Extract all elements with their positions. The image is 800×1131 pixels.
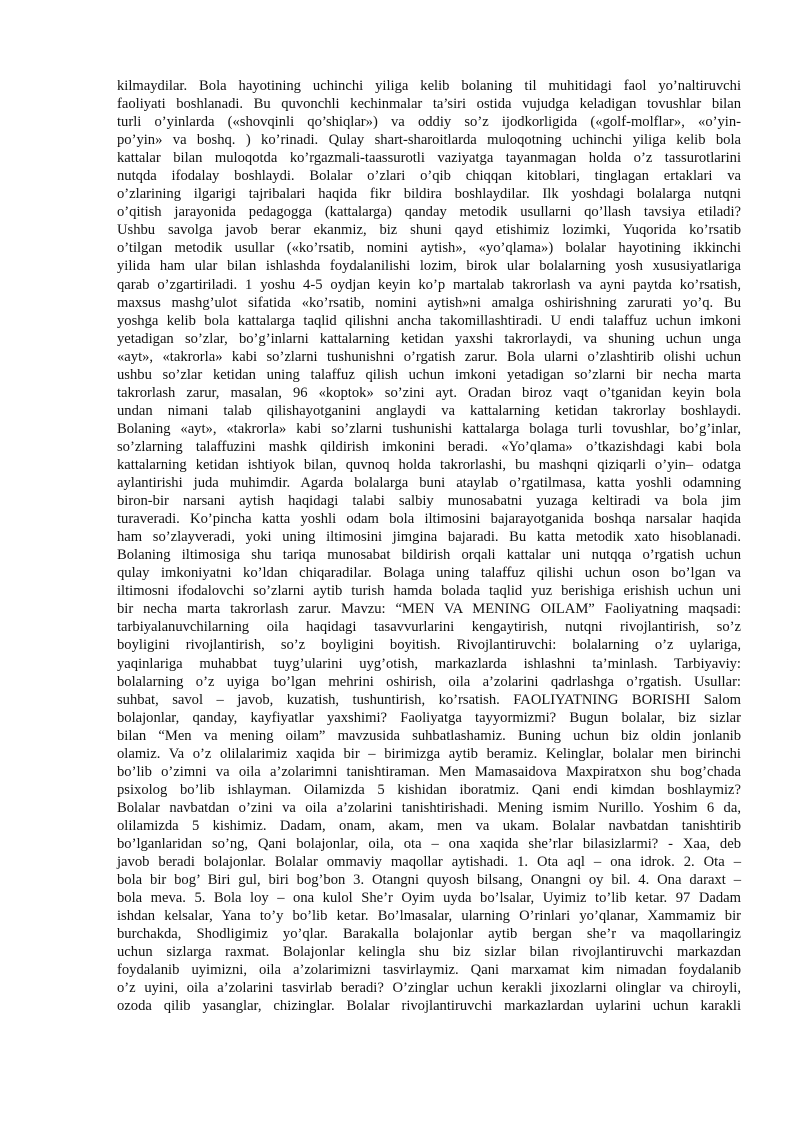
- text-line: po’yin» va boshq. ) ko’rinadi. Qulay shart-sharoitlarda muloqotning uchinchi yiliga kelib bola: [117, 132, 741, 149]
- text-line: bola bir bog’ Biri gul, biri bog’bon 3. Otangni quyosh bilsang, Onangni oy bil. 4. Ona daraxt –: [117, 872, 741, 889]
- text-line: tarbiyalanuvchilarning oila haqidagi tasavvurlarini kengaytirish, nutqni rivojlantirish, so’z: [117, 619, 741, 636]
- text-line: Bolalar navbatdan o’zini va oila a’zolarini tanishtirishadi. Mening ismim Nurillo. Yoshim 6 da,: [117, 799, 741, 816]
- text-line: boyligini rivojlantirish, so’z boyligini boyitish. Rivojlantiruvchi: bolalarning o’z uylariga,: [117, 637, 741, 654]
- text-line: bo’lib o’zimni va oila a’zolarimni tanishtiraman. Men Mamasaidova Maxpiratxon shu bog’chada: [117, 763, 741, 780]
- text-line: olilamizda 5 kishimiz. Dadam, onam, akam, men va ukam. Bolalar navbatdan tanishtirib: [117, 817, 741, 834]
- text-line: nutqda ifodalay boshlaydi. Bolalar o’zlari o’qib chiqqan kitoblari, tinglagan ertaklari va: [117, 168, 741, 185]
- text-line: kattalar bilan muloqotda ko’rgazmali-taassurotli vaziyatga tayanmagan holda o’z tassurotlarini: [117, 150, 741, 167]
- text-line: Bolaning iltimosiga shu tariqa munosabat bildirish orqali kattalar uni nutqqa o’rgatish uchun: [117, 547, 741, 564]
- document-page: [117, 77, 741, 1015]
- text-line: «ayt», «takrorla» kabi so’zlarni tushunishni o’rgatish zarur. Bola ularni o’zlashtirib olishi uchun: [117, 348, 741, 365]
- text-line: yoshga kelib bola kattalarga taqlid qilishni ancha takomillashtiradi. U endi talaffuz uchun imkoni: [117, 312, 741, 329]
- body-text: [117, 77, 741, 1015]
- text-line: kilmaydilar. Bola hayotining uchinchi yiliga kelib bolaning til muhitidagi faol yo’naltiruvchi: [117, 78, 741, 94]
- text-line: biron-bir narsani aytish haqidagi talabi salbiy munosabatni yuzaga keltiradi va bola jim: [117, 493, 741, 510]
- text-line: ushbu so’zlar ketidan uning talaffuz qilish uchun imkoni yetadigan so’zlarni bir necha marta: [117, 366, 741, 383]
- text-line: turaveradi. Ko’pincha katta yoshli odam bola iltimosini bajarayotganida boshqa narsalar haqida: [117, 511, 741, 528]
- text-line: yaqinlariga muhabbat tuyg’ularini uyg’otish, markazlarda ishlashni ta’minlash. Tarbiyaviy:: [117, 655, 741, 672]
- text-line: bola meva. 5. Bola loy – ona kulol She’r Oyim uyda bo’lsalar, Uyimiz to’lib ketar. 97 Dadam: [117, 890, 741, 907]
- text-line: o’z uyini, oila a’zolarini tasvirlab beradi? O’zinglar uchun kerakli jixozlarni olinglar va chiroyli,: [117, 980, 741, 997]
- text-line: olamiz. Va o’z olilalarimiz xaqida bir – birimizga aytib beramiz. Kelinglar, bolalar men birinchi: [117, 745, 741, 762]
- text-line: o’zlarining ilgarigi tajribalari haqida fikr bildira boshlaydilar. Ilk yoshdagi bolalarga nutqni: [117, 186, 741, 203]
- text-line: o’qitish jarayonida pedagogga (kattalarga) qanday metodik usullarni qo’llash tavsiya etiladi?: [117, 204, 741, 221]
- text-line: o’tilgan metodik usullar («ko’rsatib, nomini aytish», «yo’qlama») bolalar hayotining ikkinchi: [117, 240, 741, 257]
- text-line: yilida ham ular bilan ishlashda foydalanilishi lozim, birok ular bolalarning yosh xususiyatlariga: [117, 258, 741, 275]
- text-line: bo’lganlaridan so’ng, Qani bolajonlar, oila, ota – ona xaqida she’rlar bilasizlarmi? - Xaa, deb: [117, 835, 741, 852]
- text-line: turli o’yinlarda («shovqinli qo’shiqlar») va oddiy so’z ijodkorligida («golf-molflar», «o’yin-: [117, 114, 741, 131]
- text-line: undan nimani talab qilishayotganini anglaydi va kattalarning ketidan takrorlay boshlaydi.: [117, 402, 741, 419]
- text-line: bir necha marta takrorlash zarur. Mavzu: “MEN VA MENING OILAM” Faoliyatning maqsadi:: [117, 601, 741, 618]
- text-line: iltimosni ifodalovchi so’zlarni aytib turish hamda bolada taqlid yuz berishiga erishish uchun uni: [117, 583, 741, 600]
- text-line: maxsus mashg’ulot sifatida «ko’rsatib, nomini aytish»ni amalga oshirishning zarurati yo’q. Bu: [117, 294, 741, 311]
- text-line: bolalarning o’z uyiga bo’lgan mehrini oshirish, oila a’zolarini qadrlashga o’rgatish. Usullar:: [117, 673, 741, 690]
- text-line: faoliyati boshlanadi. Bu quvonchli kechinmalar ta’siri ostida vujudga keladigan tovushlar bilan: [117, 96, 741, 113]
- text-line: psixolog bo’lib ishlayman. Oilamizda 5 kishidan iboratmiz. Qani endi kimdan boshlaymiz?: [117, 781, 741, 798]
- text-line: uchun sizlarga raxmat. Bolajonlar kelingla shu biz sizlar bilan rivojlantiruvchi markazdan: [117, 944, 741, 961]
- text-line: qulay imkoniyatni ko’ldan chiqaradilar. Bolaga uning talaffuz qilishi uchun oson bo’lgan va: [117, 565, 741, 582]
- text-line: kattalarning ketidan ishtiyok bilan, quvnoq holda takrorlashi, bu mashqni qiziqarli o’yin– odatga: [117, 456, 741, 473]
- text-line: takrorlash zarur, masalan, 96 «koptok» so’zini ayt. Oradan biroz vaqt o’tganidan keyin bola: [117, 384, 741, 401]
- text-line: burchakda, Shodligimiz yo’qlar. Barakalla bolajonlar aytib bergan she’r va maqollaringiz: [117, 926, 741, 943]
- text-line: suhbat, savol – javob, kuzatish, tushuntirish, ko’rsatish. FAOLIYATNING BORISHI Salom: [117, 691, 741, 708]
- text-line: so’zlarning talaffuzini mashk qildirish imkonini beradi. «Yo’qlama» o’tkazishdagi kabi bola: [117, 438, 741, 455]
- text-line: ozoda qilib yasanglar, chizinglar. Bolalar rivojlantiruvchi markazlardan uylarini uchun karakli: [117, 998, 741, 1015]
- text-line: ishdan kelsalar, Yana to’y bo’lib ketar. Bo’lmasalar, ularning O’rinlari yo’qlanar, Xammamiz bir: [117, 908, 741, 925]
- text-line: Bolaning «ayt», «takrorla» kabi so’zlarni tushunishi kattalarga bolaga turli tovushlar, bo’g’inlar,: [117, 420, 741, 437]
- text-line: foydalanib uyimizni, oila a’zolarimizni tasvirlaymiz. Qani marxamat kim nimadan foydalanib: [117, 962, 741, 979]
- text-line: aylantirishi juda muhimdir. Agarda bolalarga buni ataylab o’rgatilmasa, katta yoshli odamning: [117, 475, 741, 492]
- text-line: Ushbu savolga javob berar ekanmiz, biz shuni qayd etishimiz lozimki, Yuqorida ko’rsatib: [117, 222, 741, 239]
- text-line: bilan “Men va mening oilam” mavzusida suhbatlashamiz. Buning uchun biz oldin jonlanib: [117, 727, 741, 744]
- text-line: ham so’zlayveradi, yoki uning iltimosini jimgina bajaradi. Bu katta metodik xato hisoblanadi.: [117, 529, 741, 546]
- text-line: javob beradi bolajonlar. Bolalar ommaviy maqollar aytishadi. 1. Ota aql – ona idrok. 2. Ota –: [117, 854, 741, 871]
- text-line: qarab o’zgartiriladi. 1 yoshu 4-5 oydjan keyin ko’p martalab takrorlash va ayni paytda ko’rsatish,: [117, 276, 741, 293]
- text-line: bolajonlar, qanday, kayfiyatlar yaxshimi? Faoliyatga tayyormizmi? Bugun bolalar, biz sizlar: [117, 709, 741, 726]
- text-line: yetadigan so’zlar, bo’g’inlarni kattalarning ketidan yaxshi takrorlaydi, va shuning uchun unga: [117, 330, 741, 347]
